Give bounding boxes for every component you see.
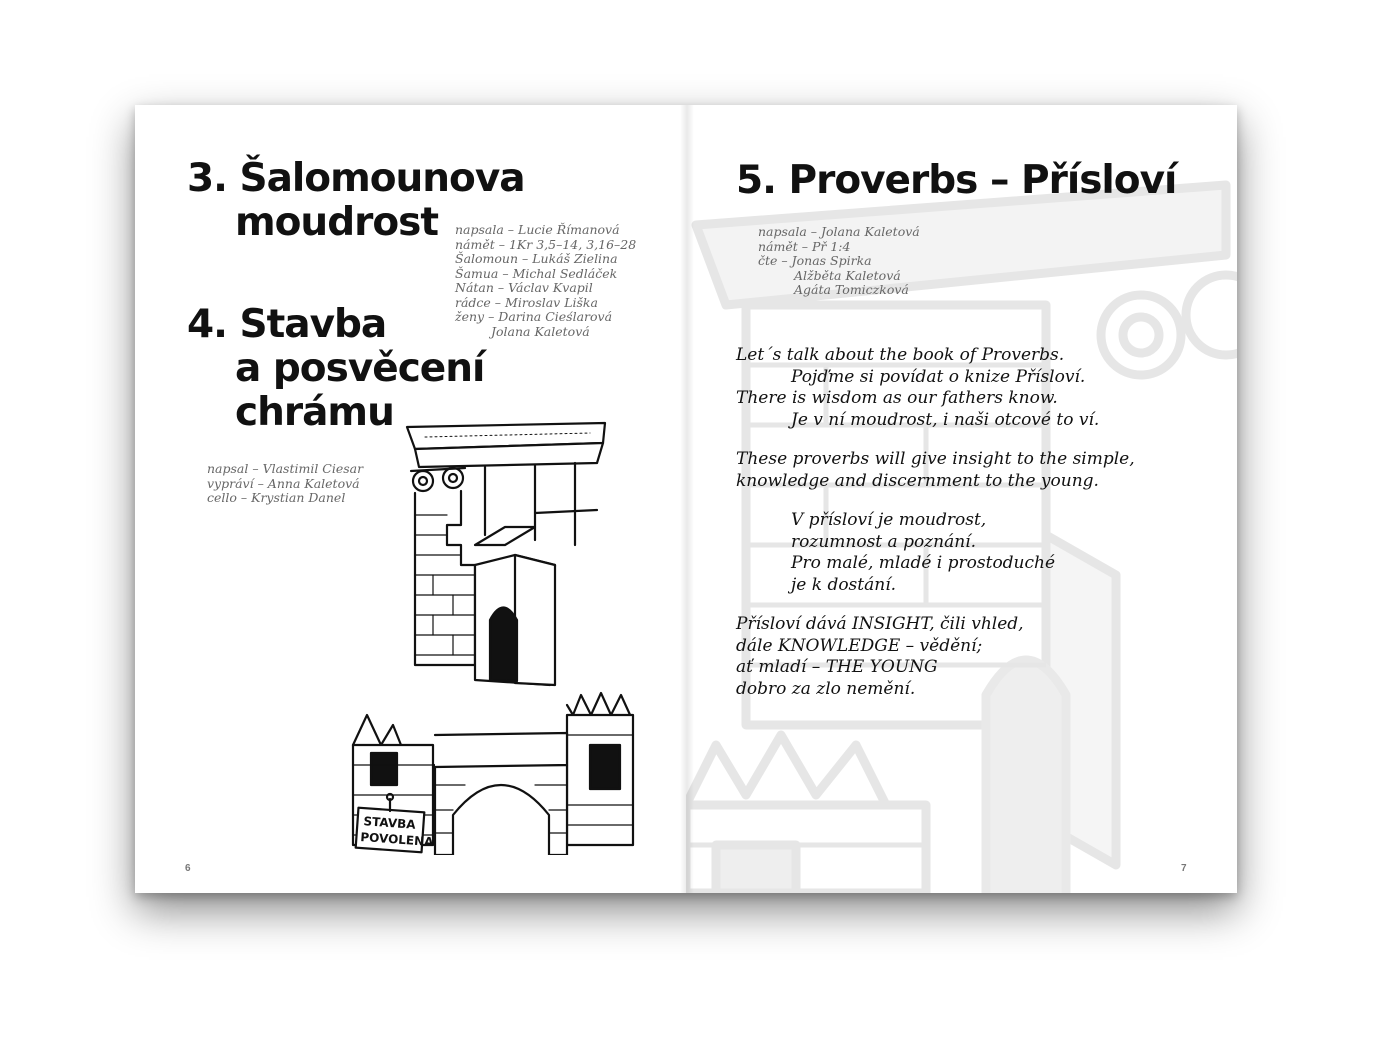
poem-line: Přísloví dává INSIGHT, čili vhled, xyxy=(736,614,1024,634)
credit-line: rádce – Miroslav Liška xyxy=(455,294,598,310)
poem-line: These proverbs will give insight to the simple, xyxy=(736,449,1135,469)
credit-line: čte – Jonas Spirka xyxy=(758,253,872,268)
section-5-title: 5. Proverbs – Přísloví xyxy=(736,158,1177,203)
poem-stanza xyxy=(736,449,1216,492)
poem-line: ať mladí – THE YOUNG xyxy=(736,657,938,677)
right-page xyxy=(686,105,1237,893)
credit-line: Šalomoun – Lukáš Zielina xyxy=(455,251,618,266)
poem-line: Je v ní moudrost, i naši otcové to ví. xyxy=(791,409,1100,430)
credit-line: Alžběta Kaletová xyxy=(794,267,901,283)
sign-text-line1: STAVBA xyxy=(363,814,417,832)
page-number-left: 6 xyxy=(185,863,191,874)
poem-line: Pro malé, mladé i prostoduché xyxy=(791,553,1056,573)
credit-line: Jolana Kaletová xyxy=(491,323,590,339)
book-spread xyxy=(135,105,1237,893)
section-3-title: 3. Šalomounova moudrost xyxy=(187,156,525,245)
section-4-title: 4. Stavba a posvěcení chrámu xyxy=(187,302,485,435)
poem-line: dále KNOWLEDGE – vědění; xyxy=(736,635,983,656)
credit-line: námět – Př 1:4 xyxy=(758,238,851,254)
credit-line: námět – 1Kr 3,5–14, 3,16–28 xyxy=(455,236,637,252)
page-number-right: 7 xyxy=(1181,863,1187,874)
poem-line: dobro za zlo nemění. xyxy=(736,678,916,699)
left-page xyxy=(135,105,686,893)
poem-stanza xyxy=(736,614,1216,700)
poem-line: There is wisdom as our fathers know. xyxy=(736,388,1058,408)
poem-line: Pojďme si povídat o knize Přísloví. xyxy=(791,366,1086,387)
credit-line: cello – Krystian Danel xyxy=(207,490,346,505)
poem-stanza xyxy=(736,510,1216,596)
credit-line: Agáta Tomiczková xyxy=(794,282,909,297)
poem-stanza xyxy=(736,345,1216,431)
sign-text-line2: POVOLENA xyxy=(359,829,434,850)
poem-line: V přísloví je moudrost, xyxy=(791,510,987,530)
castle-illustration xyxy=(335,415,655,855)
poem-line: knowledge and discernment to the young. xyxy=(736,470,1099,491)
poem-line: rozumnost a poznání. xyxy=(791,531,977,552)
page-gutter xyxy=(680,105,694,893)
credit-line: Šamua – Michal Sedláček xyxy=(455,265,618,281)
credit-line: ženy – Darina Cieślarová xyxy=(455,309,613,324)
credit-line: vypráví – Anna Kaletová xyxy=(207,475,360,491)
credit-line: Nátan – Václav Kvapil xyxy=(455,280,593,295)
poem-text xyxy=(736,345,1216,718)
credit-line: napsala – Jolana Kaletová xyxy=(758,224,920,239)
poem-line: je k dostání. xyxy=(791,574,897,595)
poem-line: Let´s talk about the book of Proverbs. xyxy=(736,345,1065,365)
credit-line: napsala – Lucie Římanová xyxy=(455,222,620,237)
credit-line: napsal – Vlastimil Ciesar xyxy=(207,461,364,476)
section-5-credits xyxy=(758,225,920,298)
